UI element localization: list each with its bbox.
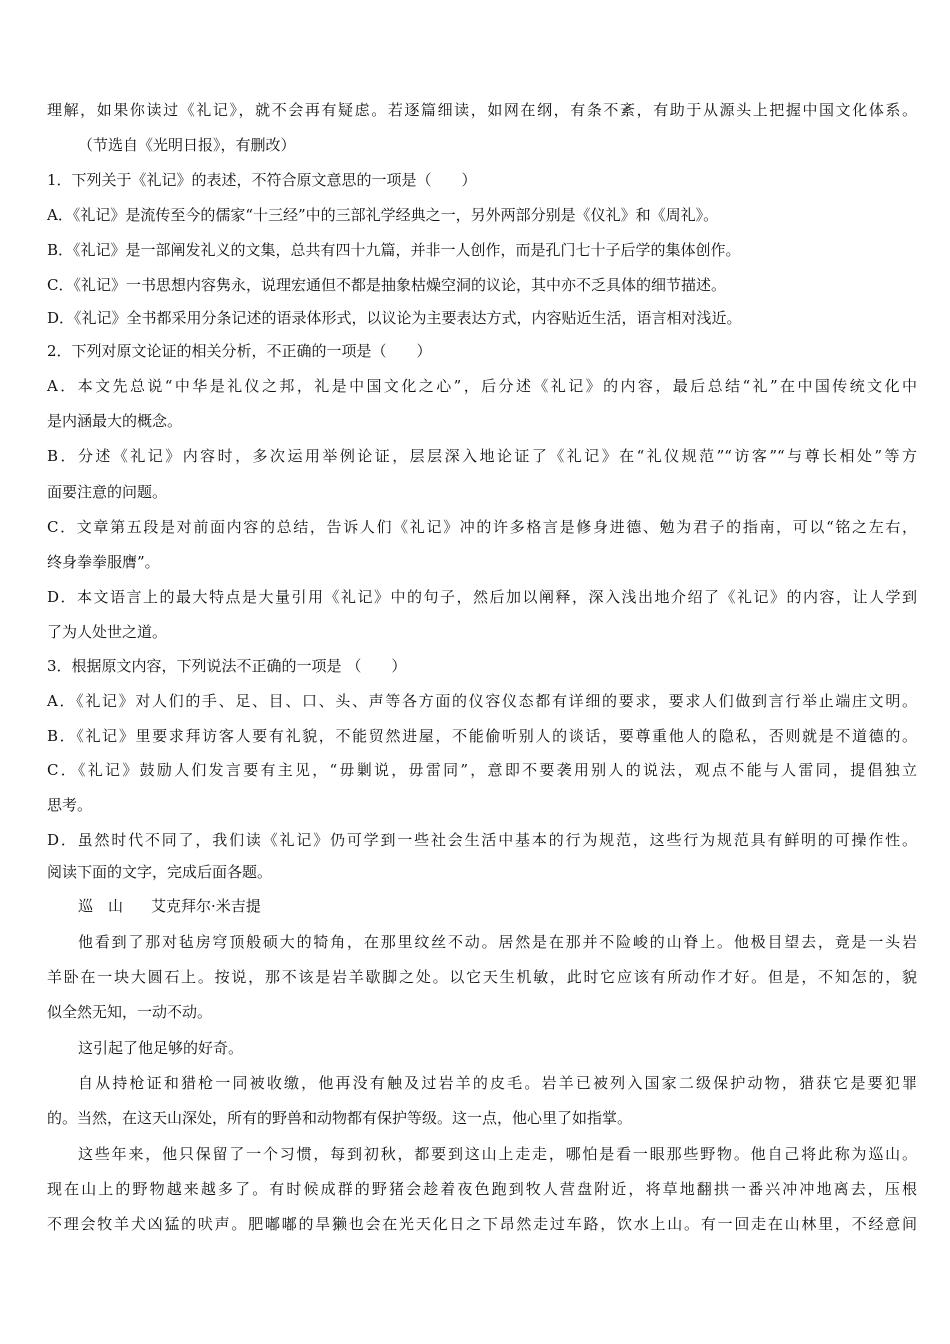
question-3-option-b: B．《礼记》里要求拜访客人要有礼貌，不能贸然进屋，不能偷听别人的谈话，要尊重他人的隐私，否则就是不道德的。 <box>47 727 917 745</box>
question-1-option-d: D．《礼记》全书都采用分条记述的语录体形式，以议论为主要表达方式，内容贴近生活，语言相对浅近。 <box>47 309 742 327</box>
question-3-option-c-line2: 思考。 <box>47 796 93 814</box>
story-heading <box>78 896 917 916</box>
story-paragraph-1-line1: 他看到了那对毡房穹顶般硕大的犄角，在那里纹丝不动。居然是在那并不险峻的山脊上。他极目望去，竟是一头岩 <box>78 933 917 951</box>
story-paragraph-1-line3: 似全然无知，一动不动。 <box>47 1003 213 1021</box>
passage-tail-line: 理解，如果你读过《礼记》，就不会再有疑虑。若逐篇细读，如网在纲，有条不紊，有助于从源头上把握中国文化体系。 <box>47 101 917 119</box>
question-2-option-a-line1: A．本文先总说“中华是礼仪之邦，礼是中国文化之心”，后分述《礼记》的内容，最后总结“礼”在中国传统文化中 <box>47 377 917 395</box>
story-paragraph-4-line1: 这些年来，他只保留了一个习惯，每到初秋，都要到这山上走走，哪怕是看一眼那些野物。他自己将此称为巡山。 <box>78 1145 917 1163</box>
question-2-option-c-line1: C．文章第五段是对前面内容的总结，告诉人们《礼记》冲的许多格言是修身进德、勉为君子的指南，可以“铭之左右， <box>47 518 917 536</box>
question-3-option-d: D．虽然时代不同了，我们读《礼记》仍可学到一些社会生活中基本的行为规范，这些行为规范具有鲜明的可操作性。 <box>47 831 917 849</box>
question-2-option-c-line2: 终身拳拳服膺”。 <box>47 553 160 571</box>
question-2-stem: 2．下列对原文论证的相关分析，不正确的一项是（ ） <box>47 342 432 360</box>
passage-source: （节选自《光明日报》，有删改） <box>78 136 296 154</box>
question-3-option-c-line1: C．《礼记》鼓励人们发言要有主见，“毋剿说，毋雷同”，意即不要袭用别人的说法，观点不能与人雷同，提倡独立 <box>47 761 917 779</box>
story-paragraph-3-line2: 的。当然，在这天山深处，所有的野兽和动物都有保护等级。这一点，他心里了如指掌。 <box>47 1109 633 1127</box>
story-paragraph-4-line3: 不理会牧羊犬凶猛的吠声。肥嘟嘟的旱獭也会在光天化日之下昂然走过车路，饮水上山。有一回走在山林里，不经意间 <box>47 1215 917 1233</box>
question-2-option-d-line1: D．本文语言上的最大特点是大量引用《礼记》中的句子，然后加以阐释，深入浅出地介绍了《礼记》的内容，让人学到 <box>47 588 917 606</box>
question-1-option-c: C．《礼记》一书思想内容隽永，说理宏通但不都是抽象枯燥空洞的议论，其中亦不乏具体的细节描述。 <box>47 276 726 294</box>
question-3-option-a: A．《礼记》对人们的手、足、目、口、头、声等各方面的仪容仪态都有详细的要求，要求人们做到言行举止端庄文明。 <box>47 692 917 710</box>
story-paragraph-1-line2: 羊卧在一块大圆石上。按说，那不该是岩羊歇脚之处。以它天生机敏，此时它应该有所动作才好。但是，不知怎的，貌 <box>47 968 917 986</box>
question-2-option-b-line2: 面要注意的问题。 <box>47 483 168 501</box>
reading-instruction: 阅读下面的文字，完成后面各题。 <box>47 863 273 881</box>
question-2-option-b-line1: B．分述《礼记》内容时，多次运用举例论证，层层深入地论证了《礼记》在“礼仪规范”“访客”“与尊长相处”等方 <box>47 447 917 465</box>
question-2-option-d-line2: 了为人处世之道。 <box>47 623 168 641</box>
story-title: 巡 山 <box>78 897 124 915</box>
question-2-option-a-line2: 是内涵最大的概念。 <box>47 412 183 430</box>
story-paragraph-2: 这引起了他足够的好奇。 <box>78 1039 244 1057</box>
question-3-stem: 3．根据原文内容，下列说法不正确的一项是 （ ） <box>47 657 407 675</box>
story-paragraph-4-line2: 现在山上的野物越来越多了。有时候成群的野猪会趁着夜色跑到牧人营盘附近，将草地翻拱一番兴冲冲地离去，压根 <box>47 1180 917 1198</box>
story-author: 艾克拜尔·米吉提 <box>151 897 261 915</box>
question-1-stem: 1．下列关于《礼记》的表述，不符合原文意思的一项是（ ） <box>47 171 477 189</box>
story-paragraph-3-line1: 自从持枪证和猎枪一同被收缴，他再没有触及过岩羊的皮毛。岩羊已被列入国家二级保护动物，猎获它是要犯罪 <box>78 1074 917 1092</box>
question-1-option-b: B．《礼记》是一部阐发礼义的文集，总共有四十九篇，并非一人创作，而是孔门七十子后学的集体创作。 <box>47 241 741 259</box>
question-1-option-a: A．《礼记》是流传至今的儒家“十三经”中的三部礼学经典之一，另外两部分别是《仪礼》和《周礼》。 <box>47 206 719 224</box>
